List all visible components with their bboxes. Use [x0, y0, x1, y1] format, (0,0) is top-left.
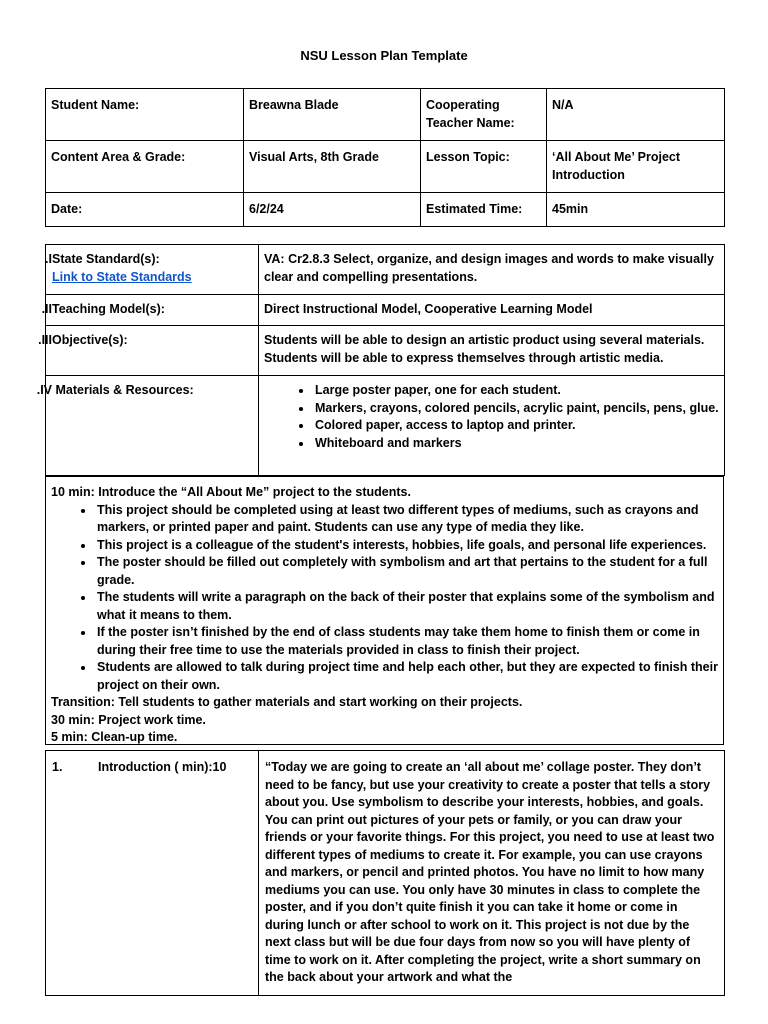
state-standards-link[interactable]: Link to State Standards [52, 269, 192, 284]
lesson-topic-value: ‘All About Me’ Project Introduction [547, 141, 725, 193]
objectives-label: Objective(s): [52, 333, 128, 347]
list-item: • Colored paper, access to laptop and printer. [313, 417, 719, 435]
teaching-model-row [46, 295, 725, 326]
procedure-list [51, 502, 718, 695]
student-name-label: Student Name: [46, 89, 244, 141]
materials-label: Materials & Resources: [52, 383, 194, 397]
introduction-label: Introduction ( min):10 [98, 760, 227, 774]
list-item: • Markers, crayons, colored pencils, acrylic paint, pencils, pens, glue. [313, 400, 719, 418]
list-item: • This project should be completed using at least two different types of mediums, such as crayons and markers, or printed paper and paint. Students can use any type of media they like. [95, 502, 718, 537]
objectives-value: Students will be able to design an artistic product using several materials. Students will be able to express themselves through artistic media. [259, 326, 725, 376]
materials-list [264, 382, 719, 452]
introduction-number: 1. [52, 760, 63, 774]
content-area-value: Visual Arts, 8th Grade [244, 141, 421, 193]
work-time-line: 30 min: Project work time. [51, 712, 206, 727]
objectives-row [46, 326, 725, 376]
teaching-model-value: Direct Instructional Model, Cooperative Learning Model [259, 295, 725, 326]
lesson-topic-label: Lesson Topic: [421, 141, 547, 193]
section-number: I. [45, 252, 52, 266]
section-number: II. [41, 302, 52, 316]
list-item: • If the poster isn’t finished by the end of class students may take them home to finish them or come in during their free time to use the materials provided in class to finish their project. [95, 624, 718, 659]
estimated-time-label: Estimated Time: [421, 193, 547, 227]
coop-teacher-label: Cooperating Teacher Name: [421, 89, 547, 141]
materials-row [46, 376, 725, 476]
estimated-time-value: 45min [547, 193, 725, 227]
section-number: IV. [36, 383, 52, 397]
student-name-value: Breawna Blade [244, 89, 421, 141]
list-item: • The students will write a paragraph on the back of their poster that explains some of the symbolism and what it means to them. [95, 589, 718, 624]
standards-row [46, 245, 725, 295]
state-standards-value: VA: Cr2.8.3 Select, organize, and design images and words to make visually clear and compelling presentations. [259, 245, 725, 295]
date-value: 6/2/24 [244, 193, 421, 227]
info-row-student [46, 89, 725, 141]
list-item: • Large poster paper, one for each student. [313, 382, 719, 400]
list-item: • This project is a colleague of the student's interests, hobbies, life goals, and personal life experiences. [95, 537, 718, 555]
transition-line: Transition: Tell students to gather materials and start working on their projects. [51, 695, 523, 709]
date-label: Date: [46, 193, 244, 227]
info-row-date [46, 193, 725, 227]
introduction-table [45, 750, 725, 996]
section-number: III. [38, 333, 52, 347]
teaching-model-label: Teaching Model(s): [52, 302, 165, 316]
introduction-row [46, 751, 725, 996]
list-item: • Whiteboard and markers [313, 435, 719, 453]
list-item: • Students are allowed to talk during project time and help each other, but they are expected to finish their project on their own. [95, 659, 718, 694]
cleanup-line: 5 min: Clean-up time. [51, 730, 178, 744]
procedure-box [45, 476, 724, 745]
state-standards-label: State Standard(s): [52, 252, 160, 266]
procedure-intro-line: 10 min: Introduce the “All About Me” project to the students. [51, 485, 411, 499]
coop-teacher-value: N/A [547, 89, 725, 141]
list-item: • The poster should be filled out completely with symbolism and art that pertains to the student for a full grade. [95, 554, 718, 589]
page-title: NSU Lesson Plan Template [300, 48, 468, 63]
introduction-script: “Today we are going to create an ‘all about me’ collage poster. They don’t need to be fancy, but use your creativity to create a poster that tells a story about you. Use symbolism to describe your interests, hobbies, and goals. You can print out pictures of your pets or family, or you can draw your friends or your favorite things. For this project, you need to use at least two different types of mediums to create it. For example, you can use crayons and markers, or pencil and printed photos. You have no limit to how many mediums you can use. You only have 30 minutes in class to complete the poster, and if you don’t quite finish it you can take it home or come in during lunch or after school to work on it. This project is not due by the next class but will be due four days from now so you will have plenty of time to work on it. After completing the project, write a short summary on the back about your artwork and what the [259, 751, 725, 996]
info-row-content [46, 141, 725, 193]
info-table [45, 88, 725, 227]
standards-table [36, 244, 725, 476]
content-area-label: Content Area & Grade: [46, 141, 244, 193]
